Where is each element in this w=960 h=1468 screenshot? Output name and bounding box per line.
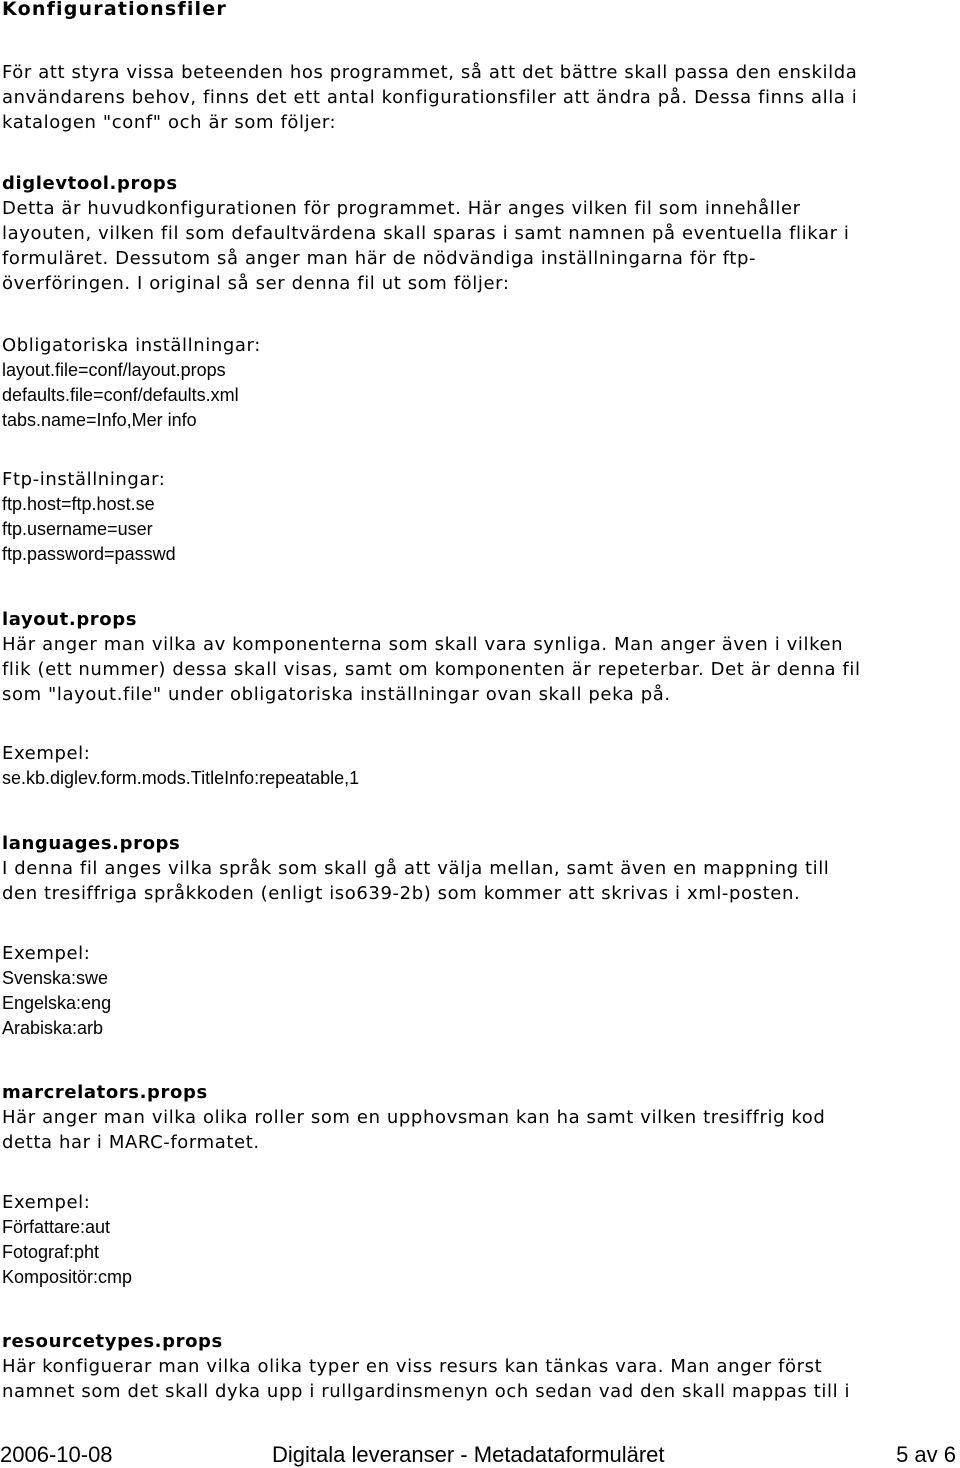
example-line: se.kb.diglev.form.mods.TitleInfo:repeatable,1 [2, 768, 360, 788]
settings-label: Ftp-inställningar: [2, 469, 166, 490]
text-line: överföringen. I original så ser denna fil ut som följer: [2, 273, 510, 294]
page-footer [0, 1441, 960, 1468]
setting-line: ftp.host=ftp.host.se [2, 494, 155, 514]
footer-date: 2006-10-08 [0, 1442, 113, 1467]
languages-example [2, 941, 952, 1041]
setting-line: ftp.password=passwd [2, 544, 176, 564]
text-line: namnet som det skall dyka upp i rullgardinsmenyn och sedan vad den skall mappas till i [2, 1381, 851, 1402]
example-line: Fotograf:pht [2, 1242, 100, 1262]
text-line: För att styra vissa beteenden hos programmet, så att det bättre skall passa den enskilda [2, 62, 858, 83]
text-line: som "layout.file" under obligatoriska inställningar ovan skall peka på. [2, 684, 671, 705]
section-title: resourcetypes.props [2, 1331, 223, 1352]
text-line: Här konfiguerar man vilka olika typer en viss resurs kan tänkas vara. Man anger först [2, 1356, 823, 1377]
text-line: formuläret. Dessutom så anger man här de nödvändiga inställningarna för ftp- [2, 248, 757, 269]
setting-line: tabs.name=Info,Mer info [2, 410, 197, 430]
example-line: Arabiska:arb [2, 1018, 104, 1038]
marcrelators-example [2, 1190, 952, 1290]
section-title: diglevtool.props [2, 173, 178, 194]
text-line: I denna fil anges vilka språk som skall gå att välja mellan, samt även en mappning till [2, 858, 830, 879]
mandatory-settings [2, 333, 952, 433]
page-heading: Konfigurationsfiler [2, 0, 227, 20]
setting-line: defaults.file=conf/defaults.xml [2, 385, 239, 405]
text-line: den tresiffriga språkkoden (enligt iso639-2b) som kommer att skrivas i xml-posten. [2, 883, 801, 904]
settings-label: Obligatoriska inställningar: [2, 335, 261, 356]
text-line: katalogen "conf" och är som följer: [2, 112, 337, 133]
text-line: Här anger man vilka olika roller som en upphovsman kan ha samt vilken tresiffrig kod [2, 1107, 826, 1128]
text-line: layouten, vilken fil som defaultvärdena skall sparas i samt namnen på eventuella flikar i [2, 223, 850, 244]
example-line: Författare:aut [2, 1217, 111, 1237]
section-title: languages.props [2, 833, 181, 854]
text-line: Här anger man vilka av komponenterna som skall vara synliga. Man anger även i vilken [2, 634, 844, 655]
section-marcrelators [2, 1080, 952, 1155]
section-layout [2, 607, 952, 707]
example-label: Exempel: [2, 1192, 91, 1213]
footer-title: Digitala leveranser - Metadataformuläret [272, 1442, 665, 1467]
example-label: Exempel: [2, 743, 91, 764]
footer-page-number: 5 av 6 [896, 1442, 956, 1467]
layout-example [2, 741, 952, 791]
text-line: detta har i MARC-formatet. [2, 1132, 260, 1153]
section-resourcetypes [2, 1329, 952, 1404]
section-title: layout.props [2, 609, 138, 630]
section-diglevtool [2, 171, 952, 296]
setting-line: layout.file=conf/layout.props [2, 360, 226, 380]
ftp-settings [2, 467, 952, 567]
example-line: Engelska:eng [2, 993, 112, 1013]
example-line: Kompositör:cmp [2, 1267, 133, 1287]
section-title: marcrelators.props [2, 1082, 208, 1103]
text-line: Detta är huvudkonfigurationen för programmet. Här anges vilken fil som innehåller [2, 198, 801, 219]
setting-line: ftp.username=user [2, 519, 153, 539]
text-line: användarens behov, finns det ett antal konfigurationsfiler att ändra på. Dessa finns alla i [2, 87, 858, 108]
intro-paragraph [2, 60, 952, 135]
section-languages [2, 831, 952, 906]
example-label: Exempel: [2, 943, 91, 964]
text-line: flik (ett nummer) dessa skall visas, samt om komponenten är repeterbar. Det är denna fil [2, 659, 861, 680]
example-line: Svenska:swe [2, 968, 109, 988]
